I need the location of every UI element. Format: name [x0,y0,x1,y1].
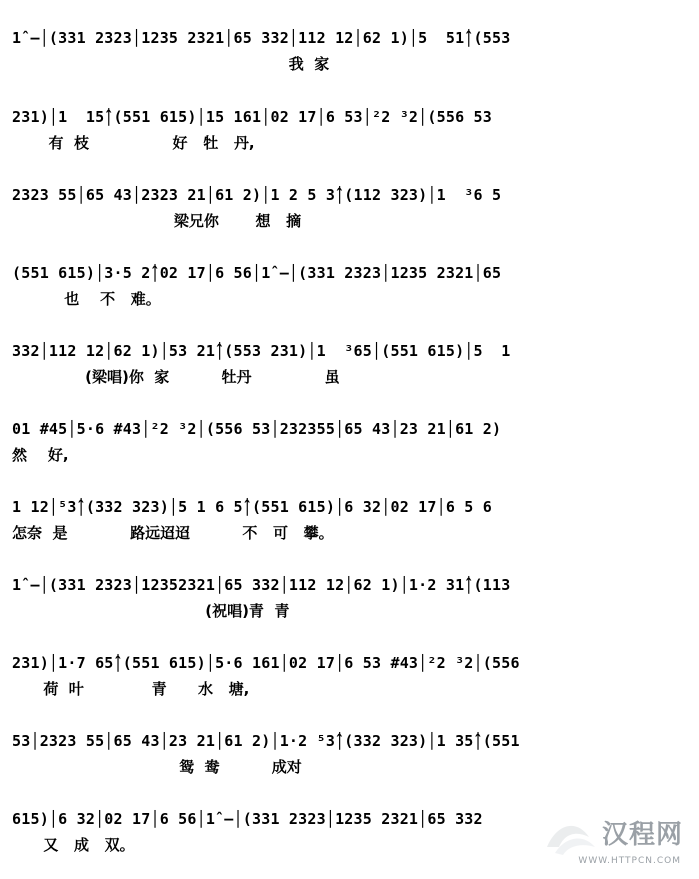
score-system-3 [12,167,687,255]
score-system-5 [12,323,687,411]
notation-line: 53│2323 55│65 43│23 21│61 2)│1·2 ⁵3̂│(332 323)│1 35̂│(551 [12,732,520,750]
lyrics-line: (梁唱)你 家 牡丹 虽 [12,368,340,386]
score-system-4 [12,245,687,333]
notation-line: 231)│1 15̂│(551 615)│15 161│02 17│6 53│²2 ³2│(556 53 [12,108,492,126]
score-system-6 [12,401,687,489]
lyrics-line: 我 家 [12,55,330,73]
notation-line: 615)│6 32│02 17│6 56│1̂ –│(331 2323│1235 2321│65 332 [12,810,483,828]
lyrics-line: 荷 叶 青 水 塘, [12,680,250,698]
notation-line: 1 12│⁵3̂│(332 323)│5 1 6 5̂│(551 615)│6 32│02 17│6 5 6 [12,498,492,516]
watermark-text: 汉程网 [601,820,683,850]
notation-line: 231)│1·7 65̂│(551 615)│5·6 161│02 17│6 53 #43│²2 ³2│(556 [12,654,520,672]
score-system-10 [12,713,687,801]
lyrics-line: 也 不 难。 [12,290,161,308]
watermark-url: WWW.HTTPCN.COM [578,856,681,866]
notation-line: 01 #45│5·6 #43│²2 ³2│(556 53│232355│65 43│23 21│61 2) [12,420,502,438]
lyrics-line: (祝唱)青 青 [12,602,290,620]
lyrics-line: 梁兄你 想 摘 [12,212,302,230]
lyrics-line: 又 成 双。 [12,836,135,854]
lyrics-line: 鸳 鸯 成对 [12,758,302,776]
score-system-2 [12,89,687,177]
lyrics-line: 怎奈 是 路远迢迢 不 可 攀。 [12,524,334,542]
score-system-8 [12,557,687,645]
notation-line: (551 615)│3·5 2̂│02 17│6 56│1̂ –│(331 2323│1235 2321│65 [12,264,502,282]
lyrics-line: 有 枝 好 牡 丹, [12,134,255,152]
score-system-1 [12,10,687,98]
notation-line: 1̂ –│(331 2323│12352321│65 332│112 12│62 1)│1·2 31̂│(113 [12,576,511,594]
score-system-7 [12,479,687,567]
notation-line: 1̂ –│(331 2323│1235 2321│65 332│112 12│62 1)│5 51̂│(553 [12,29,511,47]
notation-line: 332│112 12│62 1)│53 21̂│(553 231)│1 ³65│(551 615)│5 1 [12,342,511,360]
score-system-9 [12,635,687,723]
notation-line: 2323 55│65 43│2323 21│61 2)│1 2 5 3̂│(112 323)│1 ³6 5 [12,186,502,204]
lyrics-line: 然 好, [12,446,69,464]
